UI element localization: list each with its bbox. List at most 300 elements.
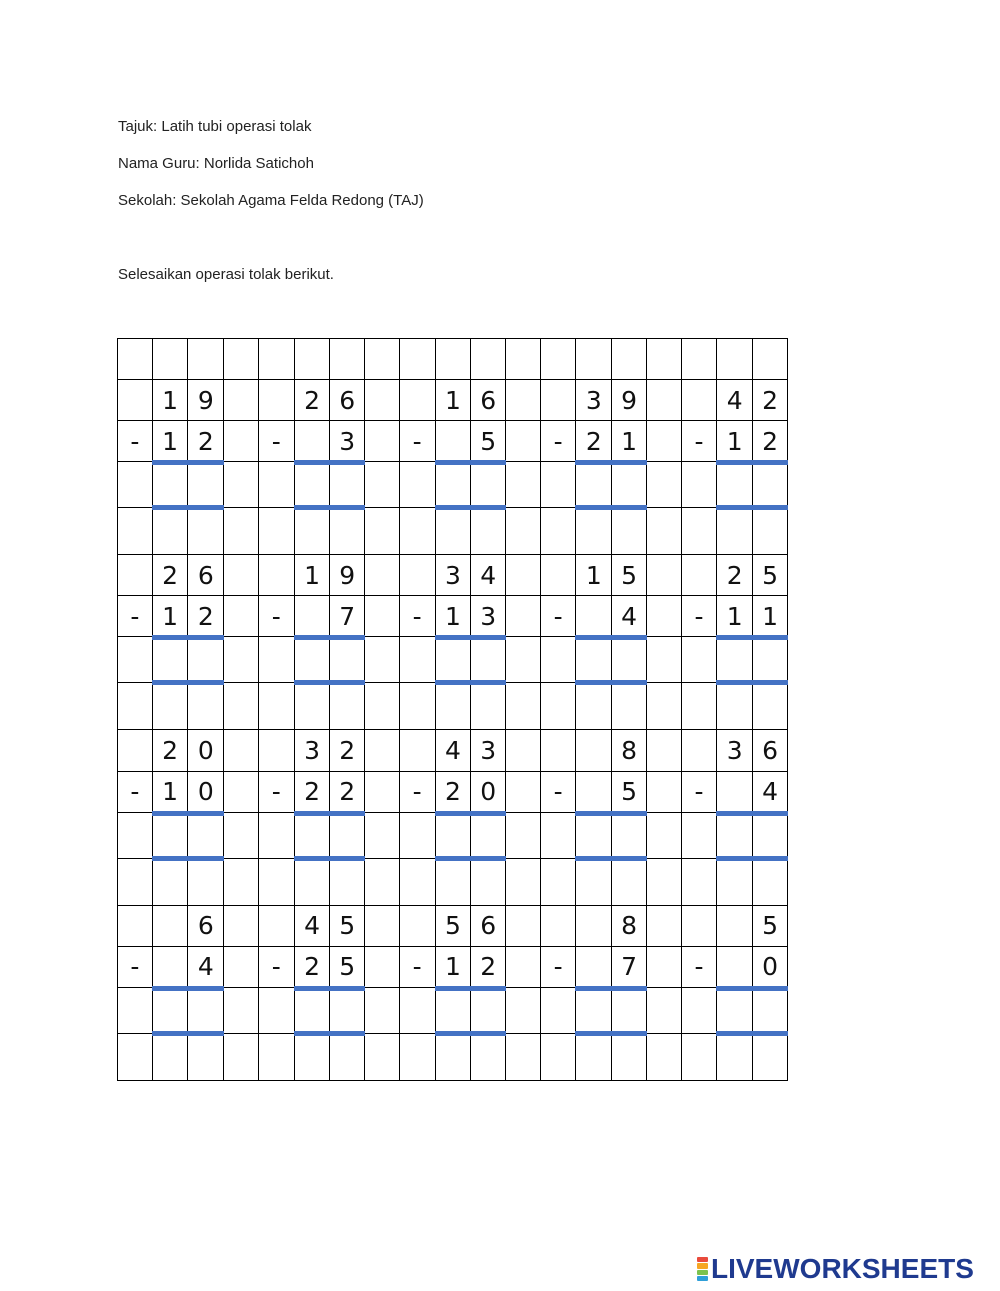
subtrahend-row bbox=[118, 771, 788, 812]
school-name: Sekolah: Sekolah Agama Felda Redong (TAJ) bbox=[118, 192, 424, 209]
grid-cell bbox=[646, 858, 681, 905]
minuend-digit: 2 bbox=[294, 380, 330, 421]
grid-cell bbox=[294, 1033, 330, 1080]
instruction-text: Selesaikan operasi tolak berikut. bbox=[118, 266, 334, 283]
grid-cell bbox=[399, 380, 435, 421]
subtrahend-digit: 2 bbox=[753, 421, 788, 462]
minuend-digit: 2 bbox=[152, 555, 188, 596]
grid-cell bbox=[506, 771, 541, 812]
grid-cell bbox=[540, 1033, 576, 1080]
grid-cell bbox=[399, 683, 435, 730]
minuend-digit: 3 bbox=[294, 730, 330, 771]
grid-cell bbox=[506, 380, 541, 421]
grid-cell bbox=[399, 555, 435, 596]
grid-cell bbox=[365, 987, 400, 1033]
grid-cell bbox=[399, 1033, 435, 1080]
grid-cell bbox=[330, 683, 365, 730]
grid-cell bbox=[118, 730, 153, 771]
answer-box[interactable] bbox=[330, 812, 365, 858]
grid-cell bbox=[576, 339, 612, 380]
grid-cell bbox=[506, 555, 541, 596]
grid-cell bbox=[471, 508, 506, 555]
grid-cell bbox=[576, 858, 612, 905]
grid-cell bbox=[681, 1033, 717, 1080]
minuend-digit: 4 bbox=[471, 555, 506, 596]
subtraction-grid bbox=[117, 338, 788, 1081]
grid-cell bbox=[258, 683, 294, 730]
subtrahend-digit: 4 bbox=[753, 771, 788, 812]
grid-cell bbox=[258, 812, 294, 858]
minus-sign: - bbox=[540, 946, 576, 987]
answer-box[interactable] bbox=[188, 637, 224, 683]
minuend-digit: 1 bbox=[435, 380, 471, 421]
answer-box[interactable] bbox=[717, 637, 753, 683]
grid-cell bbox=[506, 683, 541, 730]
grid-cell bbox=[118, 555, 153, 596]
grid-cell bbox=[118, 812, 153, 858]
grid-cell bbox=[612, 1033, 647, 1080]
blank-row bbox=[118, 1033, 788, 1080]
grid-cell bbox=[717, 683, 753, 730]
grid-cell bbox=[717, 1033, 753, 1080]
grid-cell bbox=[365, 812, 400, 858]
grid-cell bbox=[365, 508, 400, 555]
minuend-digit: 3 bbox=[717, 730, 753, 771]
minus-sign: - bbox=[681, 421, 717, 462]
grid-cell bbox=[152, 508, 188, 555]
answer-box[interactable] bbox=[330, 637, 365, 683]
answer-box[interactable] bbox=[152, 462, 188, 508]
grid-cell bbox=[506, 858, 541, 905]
minus-sign: - bbox=[399, 946, 435, 987]
answer-box[interactable] bbox=[435, 637, 471, 683]
minuend-digit: 5 bbox=[435, 905, 471, 946]
subtrahend-digit: 1 bbox=[753, 596, 788, 637]
minuend-digit: 4 bbox=[435, 730, 471, 771]
minus-sign: - bbox=[399, 771, 435, 812]
subtrahend-digit: 7 bbox=[612, 946, 647, 987]
grid-cell bbox=[646, 555, 681, 596]
minuend-digit: 6 bbox=[753, 730, 788, 771]
answer-box[interactable] bbox=[294, 812, 330, 858]
subtrahend-digit bbox=[717, 946, 753, 987]
answer-box[interactable] bbox=[435, 462, 471, 508]
grid-cell bbox=[399, 508, 435, 555]
grid-cell bbox=[365, 380, 400, 421]
subtrahend-digit: 3 bbox=[471, 596, 506, 637]
answer-box[interactable] bbox=[753, 637, 788, 683]
grid-cell bbox=[646, 339, 681, 380]
answer-box[interactable] bbox=[471, 462, 506, 508]
minuend-digit: 9 bbox=[612, 380, 647, 421]
grid-cell bbox=[506, 1033, 541, 1080]
grid-cell bbox=[188, 683, 224, 730]
grid-cell bbox=[365, 683, 400, 730]
grid-cell bbox=[399, 462, 435, 508]
minuend-digit: 9 bbox=[330, 555, 365, 596]
answer-box[interactable] bbox=[717, 812, 753, 858]
answer-box[interactable] bbox=[753, 812, 788, 858]
minus-sign: - bbox=[540, 771, 576, 812]
grid-cell bbox=[717, 858, 753, 905]
grid-cell bbox=[365, 421, 400, 462]
minuend-digit: 6 bbox=[188, 905, 224, 946]
minuend-row bbox=[118, 730, 788, 771]
grid-cell bbox=[435, 1033, 471, 1080]
grid-cell bbox=[540, 555, 576, 596]
grid-cell bbox=[258, 1033, 294, 1080]
grid-cell bbox=[646, 637, 681, 683]
grid-cell bbox=[330, 508, 365, 555]
answer-row bbox=[118, 462, 788, 508]
subtrahend-digit: 0 bbox=[471, 771, 506, 812]
minuend-digit: 9 bbox=[188, 380, 224, 421]
grid-cell bbox=[506, 462, 541, 508]
minuend-digit: 3 bbox=[576, 380, 612, 421]
answer-box[interactable] bbox=[294, 637, 330, 683]
answer-box[interactable] bbox=[188, 812, 224, 858]
answer-box[interactable] bbox=[435, 812, 471, 858]
grid-cell bbox=[540, 339, 576, 380]
minuend-digit bbox=[152, 905, 188, 946]
answer-box[interactable] bbox=[294, 462, 330, 508]
minuend-digit: 5 bbox=[753, 555, 788, 596]
grid-cell bbox=[646, 730, 681, 771]
answer-box[interactable] bbox=[717, 987, 753, 1033]
minuend-digit bbox=[717, 905, 753, 946]
minuend-digit: 8 bbox=[612, 905, 647, 946]
grid-cell bbox=[224, 812, 259, 858]
grid-cell bbox=[681, 339, 717, 380]
grid-cell bbox=[118, 462, 153, 508]
blank-row bbox=[118, 508, 788, 555]
answer-box[interactable] bbox=[576, 462, 612, 508]
answer-box[interactable] bbox=[612, 637, 647, 683]
grid-cell bbox=[365, 637, 400, 683]
subtrahend-row bbox=[118, 946, 788, 987]
subtrahend-digit: 1 bbox=[152, 421, 188, 462]
grid-cell bbox=[435, 858, 471, 905]
answer-box[interactable] bbox=[717, 462, 753, 508]
minus-sign: - bbox=[258, 771, 294, 812]
grid-cell bbox=[224, 462, 259, 508]
grid-cell bbox=[224, 683, 259, 730]
answer-box[interactable] bbox=[576, 637, 612, 683]
grid-cell bbox=[471, 683, 506, 730]
grid-cell bbox=[506, 730, 541, 771]
grid-cell bbox=[118, 683, 153, 730]
grid-cell bbox=[576, 683, 612, 730]
grid-cell bbox=[399, 812, 435, 858]
minuend-digit: 4 bbox=[717, 380, 753, 421]
grid-cell bbox=[753, 858, 788, 905]
subtrahend-digit: 2 bbox=[471, 946, 506, 987]
minuend-digit: 3 bbox=[471, 730, 506, 771]
minuend-digit: 6 bbox=[188, 555, 224, 596]
answer-box[interactable] bbox=[152, 637, 188, 683]
grid-cell bbox=[399, 637, 435, 683]
minus-sign: - bbox=[258, 421, 294, 462]
grid-cell bbox=[365, 339, 400, 380]
grid-cell bbox=[118, 905, 153, 946]
grid-cell bbox=[224, 339, 259, 380]
grid-cell bbox=[294, 858, 330, 905]
grid-cell bbox=[646, 380, 681, 421]
answer-box[interactable] bbox=[576, 987, 612, 1033]
grid-cell bbox=[753, 683, 788, 730]
grid-cell bbox=[753, 1033, 788, 1080]
subtrahend-digit: 7 bbox=[330, 596, 365, 637]
grid-cell bbox=[118, 858, 153, 905]
subtrahend-digit: 1 bbox=[152, 596, 188, 637]
grid-cell bbox=[224, 596, 259, 637]
minuend-digit: 1 bbox=[152, 380, 188, 421]
answer-box[interactable] bbox=[612, 987, 647, 1033]
grid-cell bbox=[118, 637, 153, 683]
grid-cell bbox=[365, 858, 400, 905]
answer-box[interactable] bbox=[753, 987, 788, 1033]
grid-cell bbox=[224, 858, 259, 905]
grid-cell bbox=[330, 339, 365, 380]
grid-cell bbox=[646, 812, 681, 858]
grid-cell bbox=[224, 421, 259, 462]
grid-cell bbox=[118, 508, 153, 555]
grid-cell bbox=[646, 905, 681, 946]
grid-cell bbox=[471, 339, 506, 380]
grid-cell bbox=[540, 380, 576, 421]
grid-cell bbox=[188, 858, 224, 905]
subtrahend-digit: 2 bbox=[330, 771, 365, 812]
grid-cell bbox=[330, 858, 365, 905]
subtrahend-digit bbox=[435, 421, 471, 462]
grid-cell bbox=[258, 380, 294, 421]
grid-cell bbox=[118, 1033, 153, 1080]
grid-cell bbox=[152, 858, 188, 905]
answer-box[interactable] bbox=[471, 637, 506, 683]
grid-cell bbox=[540, 730, 576, 771]
grid-cell bbox=[681, 730, 717, 771]
grid-cell bbox=[365, 771, 400, 812]
grid-cell bbox=[435, 339, 471, 380]
grid-cell bbox=[152, 683, 188, 730]
grid-cell bbox=[540, 812, 576, 858]
grid-cell bbox=[435, 683, 471, 730]
grid-cell bbox=[365, 555, 400, 596]
subtrahend-digit bbox=[576, 596, 612, 637]
answer-box[interactable] bbox=[294, 987, 330, 1033]
grid-cell bbox=[681, 858, 717, 905]
grid-cell bbox=[681, 812, 717, 858]
minuend-row bbox=[118, 380, 788, 421]
minuend-row bbox=[118, 555, 788, 596]
minus-sign: - bbox=[258, 946, 294, 987]
subtrahend-digit: 2 bbox=[188, 421, 224, 462]
logo-mark-icon bbox=[697, 1257, 708, 1281]
minuend-digit: 0 bbox=[188, 730, 224, 771]
grid-cell bbox=[224, 637, 259, 683]
grid-cell bbox=[576, 508, 612, 555]
grid-cell bbox=[152, 339, 188, 380]
subtrahend-digit: 4 bbox=[188, 946, 224, 987]
subtrahend-digit bbox=[294, 421, 330, 462]
minuend-row bbox=[118, 905, 788, 946]
grid-cell bbox=[471, 858, 506, 905]
subtrahend-digit: 1 bbox=[717, 421, 753, 462]
subtrahend-digit: 5 bbox=[612, 771, 647, 812]
grid-cell bbox=[506, 637, 541, 683]
minus-sign: - bbox=[681, 946, 717, 987]
grid-cell bbox=[506, 987, 541, 1033]
grid-cell bbox=[540, 508, 576, 555]
grid-cell bbox=[399, 730, 435, 771]
grid-cell bbox=[612, 858, 647, 905]
grid-cell bbox=[365, 1033, 400, 1080]
grid-cell bbox=[506, 812, 541, 858]
grid-cell bbox=[258, 339, 294, 380]
answer-box[interactable] bbox=[612, 462, 647, 508]
grid-cell bbox=[540, 462, 576, 508]
subtrahend-digit: 1 bbox=[612, 421, 647, 462]
grid-cell bbox=[646, 596, 681, 637]
grid-cell bbox=[506, 905, 541, 946]
grid-cell bbox=[399, 987, 435, 1033]
grid-cell bbox=[258, 555, 294, 596]
grid-cell bbox=[506, 421, 541, 462]
grid-cell bbox=[258, 462, 294, 508]
subtrahend-digit: 2 bbox=[576, 421, 612, 462]
grid-cell bbox=[294, 683, 330, 730]
answer-box[interactable] bbox=[435, 987, 471, 1033]
minuend-digit: 2 bbox=[330, 730, 365, 771]
grid-cell bbox=[152, 1033, 188, 1080]
answer-box[interactable] bbox=[152, 987, 188, 1033]
subtrahend-digit: 2 bbox=[294, 771, 330, 812]
grid-cell bbox=[118, 987, 153, 1033]
grid-cell bbox=[540, 858, 576, 905]
answer-box[interactable] bbox=[471, 812, 506, 858]
grid-cell bbox=[188, 508, 224, 555]
grid-cell bbox=[294, 339, 330, 380]
grid-cell bbox=[365, 462, 400, 508]
grid-cell bbox=[224, 771, 259, 812]
minuend-digit: 5 bbox=[753, 905, 788, 946]
subtrahend-digit bbox=[576, 946, 612, 987]
minuend-digit bbox=[576, 730, 612, 771]
answer-box[interactable] bbox=[471, 987, 506, 1033]
minuend-digit: 1 bbox=[576, 555, 612, 596]
grid-cell bbox=[365, 905, 400, 946]
minuend-digit: 2 bbox=[152, 730, 188, 771]
answer-box[interactable] bbox=[188, 987, 224, 1033]
answer-box[interactable] bbox=[330, 987, 365, 1033]
subtrahend-digit: 1 bbox=[152, 771, 188, 812]
grid-cell bbox=[612, 339, 647, 380]
answer-box[interactable] bbox=[330, 462, 365, 508]
minuend-digit: 1 bbox=[294, 555, 330, 596]
subtrahend-digit: 1 bbox=[435, 596, 471, 637]
grid-cell bbox=[506, 596, 541, 637]
subtrahend-digit: 1 bbox=[435, 946, 471, 987]
grid-cell bbox=[646, 462, 681, 508]
grid-cell bbox=[576, 1033, 612, 1080]
grid-cell bbox=[224, 1033, 259, 1080]
minus-sign: - bbox=[118, 596, 153, 637]
grid-cell bbox=[188, 1033, 224, 1080]
logo-text: LIVEWORKSHEETS bbox=[711, 1253, 974, 1284]
grid-cell bbox=[365, 596, 400, 637]
grid-cell bbox=[224, 946, 259, 987]
grid-cell bbox=[258, 730, 294, 771]
minuend-digit: 6 bbox=[471, 905, 506, 946]
subtrahend-digit: 5 bbox=[471, 421, 506, 462]
grid-cell bbox=[258, 858, 294, 905]
grid-cell bbox=[294, 508, 330, 555]
grid-cell bbox=[646, 987, 681, 1033]
minus-sign: - bbox=[540, 421, 576, 462]
subtrahend-digit: 5 bbox=[330, 946, 365, 987]
grid-cell bbox=[681, 555, 717, 596]
minuend-digit: 2 bbox=[717, 555, 753, 596]
answer-box[interactable] bbox=[612, 812, 647, 858]
grid-cell bbox=[506, 339, 541, 380]
grid-cell bbox=[540, 905, 576, 946]
minus-sign: - bbox=[681, 771, 717, 812]
grid-cell bbox=[224, 508, 259, 555]
answer-box[interactable] bbox=[576, 812, 612, 858]
grid-cell bbox=[471, 1033, 506, 1080]
grid-cell bbox=[646, 421, 681, 462]
grid-cell bbox=[365, 946, 400, 987]
subtrahend-digit: 1 bbox=[717, 596, 753, 637]
grid-cell bbox=[224, 555, 259, 596]
minuend-digit: 5 bbox=[612, 555, 647, 596]
grid-cell bbox=[224, 987, 259, 1033]
grid-cell bbox=[681, 462, 717, 508]
grid-cell bbox=[258, 987, 294, 1033]
minus-sign: - bbox=[258, 596, 294, 637]
subtrahend-row bbox=[118, 596, 788, 637]
subtrahend-digit: 0 bbox=[188, 771, 224, 812]
subtrahend-digit bbox=[576, 771, 612, 812]
answer-box[interactable] bbox=[188, 462, 224, 508]
teacher-name: Nama Guru: Norlida Satichoh bbox=[118, 155, 314, 172]
grid-cell bbox=[118, 380, 153, 421]
minus-sign: - bbox=[540, 596, 576, 637]
answer-box[interactable] bbox=[753, 462, 788, 508]
grid-cell bbox=[753, 339, 788, 380]
grid-cell bbox=[188, 339, 224, 380]
grid-cell bbox=[399, 858, 435, 905]
grid-cell bbox=[646, 1033, 681, 1080]
grid-cell bbox=[717, 339, 753, 380]
subtrahend-digit: 2 bbox=[188, 596, 224, 637]
subtrahend-digit bbox=[294, 596, 330, 637]
worksheet-title: Tajuk: Latih tubi operasi tolak bbox=[118, 118, 312, 135]
answer-row bbox=[118, 637, 788, 683]
minus-sign: - bbox=[118, 421, 153, 462]
grid-cell bbox=[399, 339, 435, 380]
minus-sign: - bbox=[399, 596, 435, 637]
grid-cell bbox=[365, 730, 400, 771]
subtrahend-digit bbox=[717, 771, 753, 812]
answer-box[interactable] bbox=[152, 812, 188, 858]
blank-row bbox=[118, 858, 788, 905]
grid-cell bbox=[258, 508, 294, 555]
grid-cell bbox=[118, 339, 153, 380]
grid-cell bbox=[540, 987, 576, 1033]
answer-row bbox=[118, 812, 788, 858]
grid-cell bbox=[681, 905, 717, 946]
